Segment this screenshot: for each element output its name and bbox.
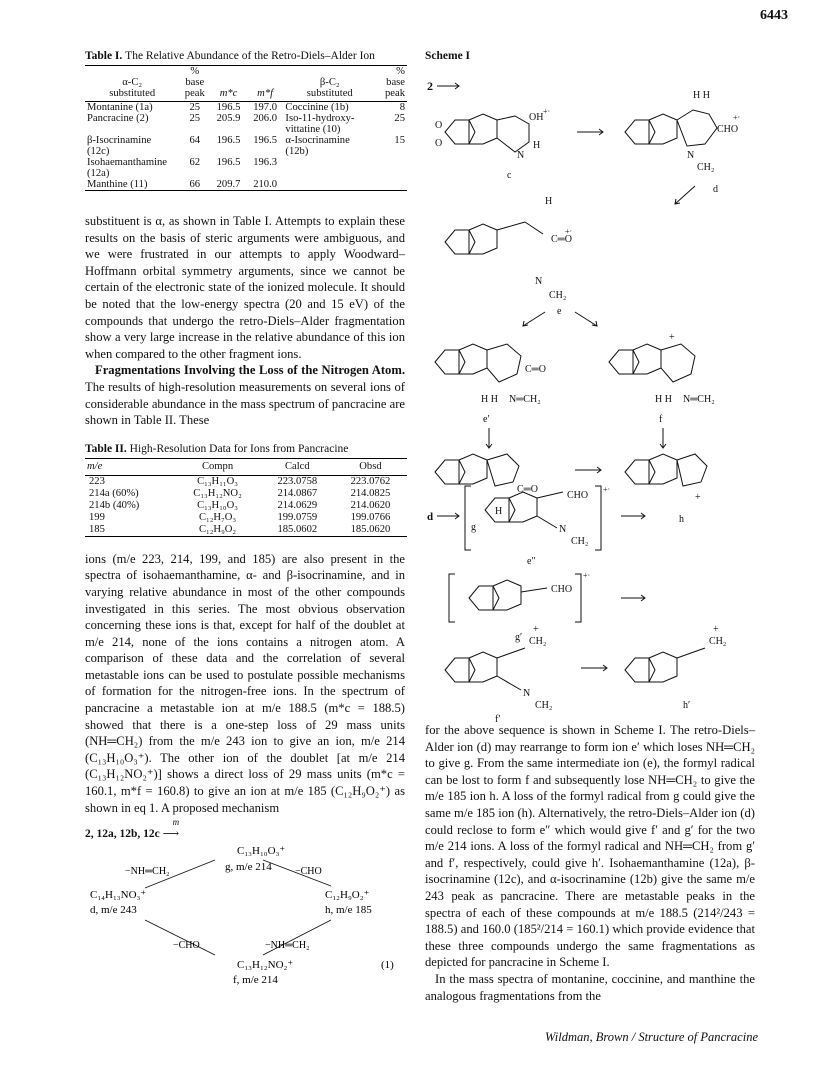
left-paragraph-1: substituent is α, as shown in Table I. Attempts to explain these results on the basis of steric arguments were ambiguous, and we were frustrated in our attempts to apply Woodward–Hoffmann orbital symmetry arguments, since we cannot be certain of the electronic state of the ionized molecule. It should be noted that the low-energy spectra (20 and 15 eV) of the compounds that undergo the retro-Diels–Alder fragmentation show a very large increase in the relative abundance of this ion when compared to the other fragment ions.	[85, 214, 405, 361]
table1-row: Montanine (1a) 25 196.5 197.0 Coccinine (1b) 8	[87, 102, 405, 113]
eq1-loss-nh-2: −NH═CH₂	[265, 940, 310, 952]
svg-text:H: H	[533, 140, 541, 151]
label-e-prime: e′	[483, 414, 490, 425]
structure-e-double-prime	[465, 485, 610, 567]
table2-row: 185 C₁₂H₉O₂ 185.0602 185.0620	[89, 523, 391, 535]
table2-body	[85, 475, 407, 536]
svg-text:+·: +·	[603, 485, 611, 494]
svg-text:+: +	[533, 624, 539, 635]
eq1-right-formula: C₁₂H₉O₂⁺	[325, 889, 370, 902]
label-h: h	[679, 514, 684, 525]
svg-text:N: N	[517, 150, 525, 161]
eq1-left-formula: C₁₄H₁₃NO₃⁺	[90, 889, 147, 902]
svg-text:CH₂: CH₂	[549, 290, 567, 301]
svg-text:+: +	[669, 332, 675, 343]
table1: α-C₂ substituted % base peak m*c m*f β-C₂ substituted % base peak Montanine (1a) 25 196.5 197.0 Coccinine (1b) 8 Pancracine (2) 25 205.9 206.0 Iso-11-hydroxy- 25 vittatine (10) β-Isocrinamine 64 196.5 196.5 α-Isocrinamine 15 (12c) (12b) Isohaemanthamine 62 196.5 196.3 (12a) Manthine (11) 66 209.7 210.0	[87, 66, 405, 190]
right-paragraph-1: for the above sequence is shown in Scheme I. The retro-Diels–Alder ion (d) may rearrange to form ion e′ which loses NH═CH₂ to give g. From the same intermediate ion (e), the formyl radical can be lost to form f and subsequently lose NH═CH₂ to give the m/e 185 ion h. A loss of the formyl radical from g could give the same m/e 185 ion (h). Alternatively, the retro-Diels–Alder ion (d) could reclose to form e″ which would give f′ and g′ for the two m/e 214 ions. A loss of the formyl radical and NH═CH₂ from g′ and f′, respectively, could give h′. Isohaemanthamine (12a), β-isocrinamine (12c), and α-isocrinamine (12b) give the same m/e 243 peak as pancracine. There are metastable peaks in the spectra of each of these compounds at m/e 188.5 (214²/243 = 188.5) and 160.0 (185²/214 = 160.1) which provide evidence that these three compounds undergo the same fragmentations as depicted for pancracine in Scheme I.	[425, 723, 755, 970]
svg-text:C═O: C═O	[517, 484, 538, 495]
page-number: 6443	[760, 8, 788, 23]
left-paragraph-2: Fragmentations Involving the Loss of the Nitrogen Atom. The results of high-resolution measurements on several ions of considerable abundance in the mass spectrum of pancracine are shown in Table II. These	[85, 363, 405, 428]
table2-row: 214b (40%) C₁₃H₁₀O₃ 214.0629 214.0620	[89, 499, 391, 511]
eq1-number: (1)	[381, 959, 394, 972]
label-f: f	[659, 414, 663, 425]
eq1-top-label: g, m/e 214	[225, 861, 272, 874]
eq1-left-label: d, m/e 243	[90, 904, 137, 917]
label-g-prime: g′	[515, 632, 523, 643]
table2-row: 199 C₁₂H₇O₃ 199.0759 199.0766	[89, 511, 391, 523]
eq1-head: 2, 12a, 12b, 12c m ⟶	[85, 817, 180, 841]
svg-text:2: 2	[427, 79, 433, 93]
label-h-prime: h′	[683, 700, 691, 711]
svg-text:+: +	[713, 624, 719, 635]
table2-caption: Table II. High-Resolution Data for Ions from Pancracine	[85, 442, 349, 455]
footer-citation: Wildman, Brown / Structure of Pancracine	[545, 1030, 758, 1044]
svg-text:N: N	[523, 688, 531, 699]
svg-text:CH₂: CH₂	[529, 636, 547, 647]
svg-text:H: H	[495, 506, 503, 517]
svg-text:CHO: CHO	[551, 584, 573, 595]
eq1-bottom-formula: C₁₃H₁₂NO₂⁺	[237, 959, 294, 972]
structure-d	[625, 90, 740, 195]
left-column	[85, 50, 405, 995]
eq1-right-label: h, m/e 185	[325, 904, 372, 917]
right-column	[425, 50, 755, 1003]
label-g: g	[471, 522, 476, 533]
svg-text:+·: +·	[565, 227, 573, 236]
svg-text:CH₂: CH₂	[535, 700, 553, 711]
label-e-double-prime: e″	[527, 556, 536, 567]
svg-text:N═CH₂: N═CH₂	[509, 394, 541, 405]
svg-text:H H: H H	[655, 394, 672, 405]
table1-row: β-Isocrinamine 64 196.5 196.5 α-Isocrinamine 15	[87, 135, 405, 146]
scheme-diagram-bottom	[425, 610, 755, 730]
right-paragraph-2: In the mass spectra of montanine, coccinine, and manthine the analogous fragmentations from the	[425, 971, 755, 1003]
eq1-top-formula: C₁₃H₁₀O₃⁺	[237, 845, 286, 858]
svg-text:H: H	[545, 196, 553, 207]
label-f-prime: f′	[495, 714, 501, 725]
svg-text:CH₂: CH₂	[571, 536, 589, 547]
table1-row: (12c) (12b)	[87, 146, 309, 157]
scheme-diagram	[425, 62, 755, 702]
table1-row: vittatine (10)	[285, 124, 341, 135]
structure-h-prime	[625, 624, 726, 711]
structure-g	[435, 454, 538, 533]
scheme-title: Scheme I	[425, 50, 471, 62]
svg-text:OH: OH	[529, 112, 544, 123]
structure-c	[435, 107, 550, 181]
label-e: e	[557, 306, 562, 317]
svg-text:+·: +·	[733, 113, 741, 122]
svg-text:N: N	[559, 524, 567, 535]
table1-caption: Table I. The Relative Abundance of the Retro-Diels–Alder Ion	[85, 50, 375, 62]
table2-row: 214a (60%) C₁₃H₁₂NO₂ 214.0867 214.0825	[89, 487, 391, 499]
eq1-loss-cho-1: −CHO	[295, 866, 322, 878]
svg-text:C═O: C═O	[551, 234, 572, 245]
svg-text:N═CH₂: N═CH₂	[683, 394, 715, 405]
svg-text:CHO: CHO	[717, 124, 739, 135]
section-heading: Fragmentations Involving the Loss of the Nitrogen Atom.	[95, 363, 405, 378]
eq1-bottom-label: f, m/e 214	[233, 974, 278, 987]
table1-row: Pancracine (2) 25 205.9 206.0 Iso-11-hydroxy- 25	[87, 113, 405, 124]
svg-text:H H: H H	[481, 394, 498, 405]
left-paragraph-3: ions (m/e 223, 214, 199, and 185) are also present in the spectra of isohaemanthamine, α- and β-isocrinamine, and in varying relative abundance in most of the other compounds investigated in this series. The most obvious observation concerning these ions is that, except for half of the doublet at m/e 214, none of the ions contains a nitrogen atom. A comparison of these data and the correlation of several metastable ions can be used to postulate possible mechanisms of formation for the nitrogen-free ions. In the spectrum of pancracine a metastable ion at m/e 188.5 (m*c = 188.5) showed that there is a one-step loss of 29 mass units (NH═CH₂) from the m/e 243 ion to give an ion, m/e 214 (C₁₃H₁₀O₃⁺). The other ion of the doublet [at m/e 214 (C₁₃H₁₂NO₂⁺)] shows a direct loss of 29 mass units (m*c = 160.1, m*f = 160.8) to give an ion at m/e 185 (C₁₂H₉O₂⁺) as shown in eq 1. A proposed mechanism	[85, 551, 405, 815]
table1-row: Isohaemanthamine 62 196.5 196.3	[87, 157, 278, 168]
structure-intermediate	[445, 196, 572, 301]
table1-body	[85, 102, 407, 191]
svg-text:CH₂: CH₂	[709, 636, 727, 647]
table1-row: Manthine (11) 66 209.7 210.0	[85, 179, 407, 191]
svg-text:+·: +·	[583, 571, 591, 580]
svg-text:H H: H H	[693, 90, 710, 101]
svg-text:C═O: C═O	[525, 364, 546, 375]
svg-text:O: O	[435, 120, 443, 131]
svg-text:CH₂: CH₂	[697, 162, 715, 173]
svg-text:N: N	[687, 150, 695, 161]
eq1-loss-nh-1: −NH═CH₂	[125, 866, 170, 878]
svg-text:O: O	[435, 138, 443, 149]
eq1-diagram	[85, 840, 405, 990]
svg-text:+: +	[695, 492, 701, 503]
table2: m/e Compn Calcd Obsd 223 C₁₃H₁₁O₃ 223.0758 223.0762 214a (60%) C₁₃H₁₂NO₂ 214.0867 214.0825 214b (40%) C₁₃H₁₀O₃ 214.0629 214.0620 199 C₁₂H₇O₃ 199.0759 199.0766 185 C₁₂H₉O₂ 185.0602 185.0620	[85, 458, 407, 537]
svg-text:CHO: CHO	[567, 490, 589, 501]
svg-text:d: d	[427, 511, 434, 523]
eq1-loss-cho-2: −CHO	[173, 940, 200, 952]
structure-f	[609, 332, 715, 425]
structure-e-prime	[435, 344, 546, 425]
table1-row: (12a)	[87, 168, 110, 179]
svg-text:N: N	[535, 276, 543, 287]
table2-row: 223 C₁₃H₁₁O₃ 223.0758 223.0762	[89, 475, 391, 487]
label-d: d	[713, 184, 718, 195]
label-c: c	[507, 170, 512, 181]
structure-f-prime	[445, 624, 552, 725]
structure-h	[625, 454, 707, 525]
svg-text:+·: +·	[543, 107, 551, 116]
